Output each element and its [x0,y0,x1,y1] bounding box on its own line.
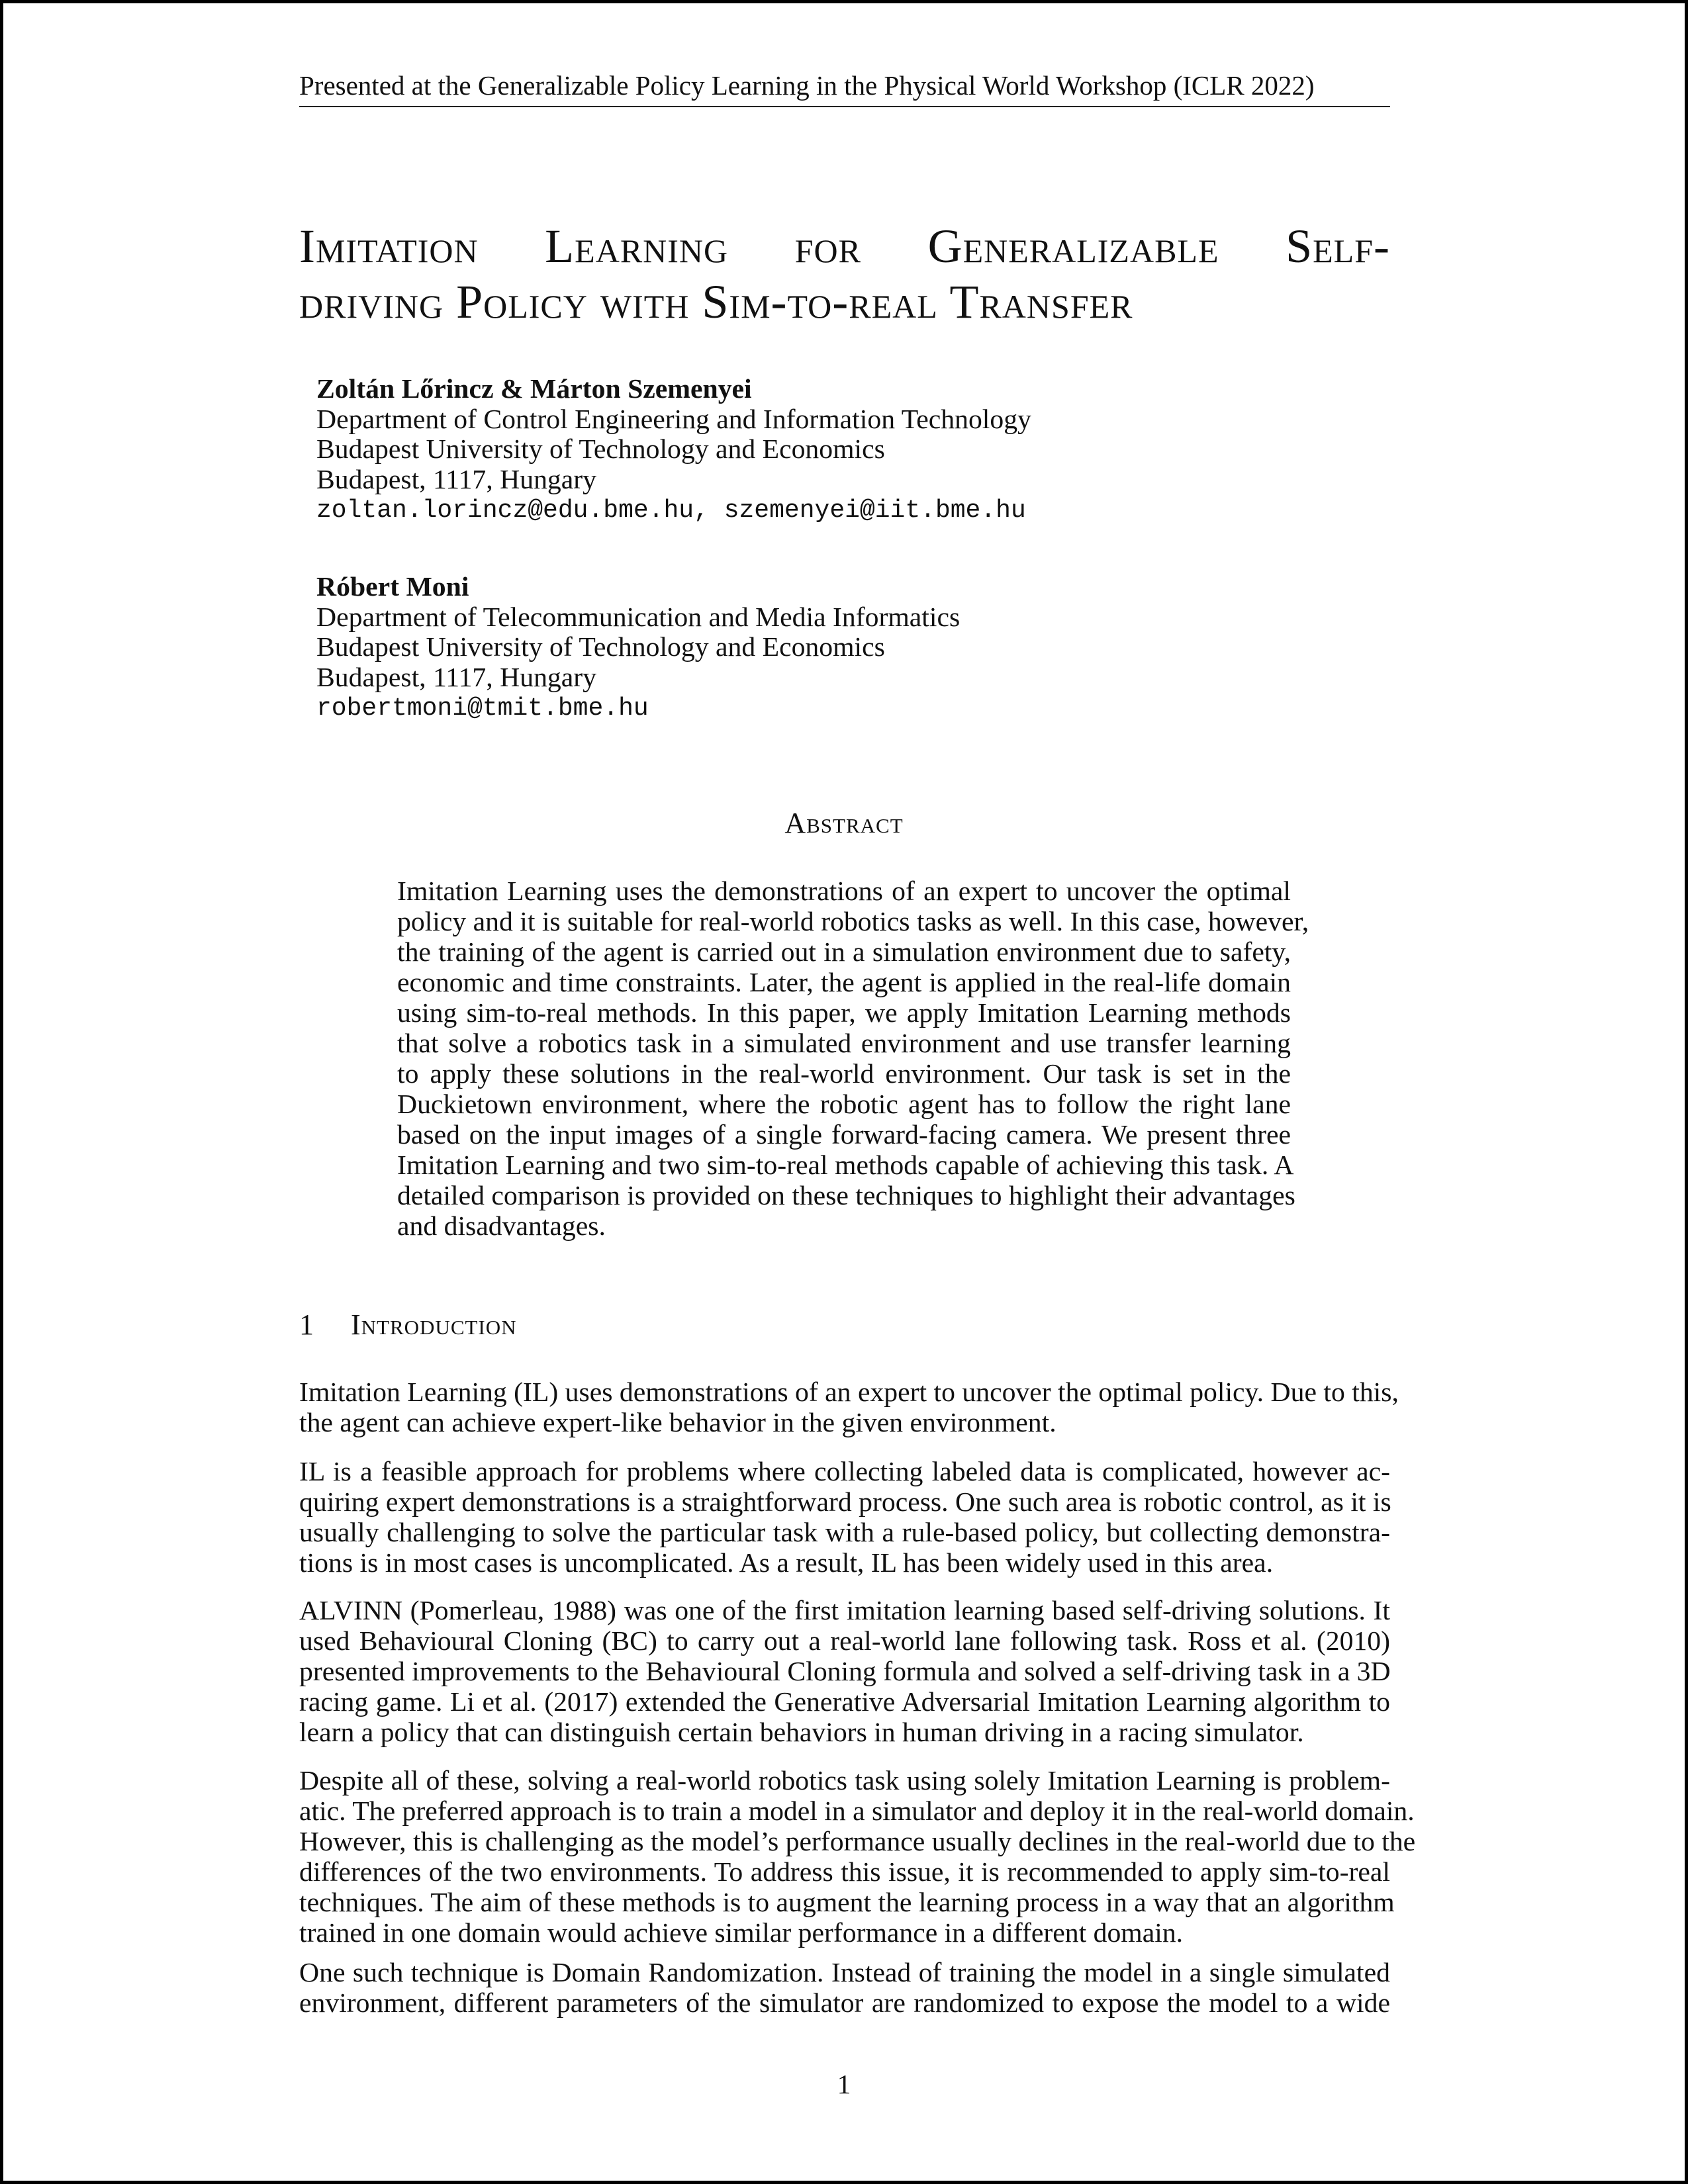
author-email: robertmoni@tmit.bme.hu [316,694,649,723]
abstract-text [397,876,1309,1242]
affiliation-line: Department of Control Engineering and Information Technology [316,404,1031,435]
text-line: the agent can achieve expert-like behavior in the given environment. [299,1408,1056,1438]
paragraph [299,1457,1390,1578]
paper-title [299,218,1390,330]
section-number: 1 [299,1308,314,1341]
text-line: racing game. Li et al. (2017) extended the Generative Adversarial Imitation Learning algorithm to [299,1687,1390,1717]
paragraph [299,1377,1399,1438]
affiliation-line: Department of Telecommunication and Media Informatics [316,602,961,633]
text-line: usually challenging to solve the particular task with a rule-based policy, but collecting demonstra- [299,1518,1390,1548]
text-line: policy and it is suitable for real-world robotics tasks as well. In this case, however, [397,907,1309,937]
text-line: tions is in most cases is uncomplicated. As a result, IL has been widely used in this area. [299,1548,1274,1578]
paragraph [299,1766,1416,1948]
text-line: environment, different parameters of the simulator are randomized to expose the model to a wide [299,1988,1390,2019]
text-line: detailed comparison is provided on these techniques to highlight their advantages [397,1181,1295,1211]
author-block [316,375,1031,526]
affiliation-line: Budapest University of Technology and Economics [316,632,885,663]
paragraph [299,1958,1390,2019]
text-line: Duckietown environment, where the robotic agent has to follow the right lane [397,1089,1291,1120]
text-line: to apply these solutions in the real-world environment. Our task is set in the [397,1059,1291,1089]
text-line: economic and time constraints. Later, the agent is applied in the real-life domain [397,968,1291,998]
text-line: One such technique is Domain Randomization. Instead of training the model in a single simulated [299,1958,1390,1988]
text-line: atic. The preferred approach is to train a model in a simulator and deploy it in the real-world domain. [299,1796,1415,1827]
header-rule [299,106,1390,107]
text-line: trained in one domain would achieve similar performance in a different domain. [299,1918,1184,1948]
abstract-heading: Abstract [784,807,904,839]
text-line: Despite all of these, solving a real-world robotics task using solely Imitation Learning is problem- [299,1766,1390,1796]
author-names: Zoltán Lőrincz & Márton Szemenyei [316,374,752,404]
running-header: Presented at the Generalizable Policy Learning in the Physical World Workshop (ICLR 2022) [299,70,1315,101]
title-line: driving Policy with Sim-to-real Transfer [299,275,1133,328]
text-line: that solve a robotics task in a simulated environment and use transfer learning [397,1028,1291,1059]
text-line: used Behavioural Cloning (BC) to carry out a real-world lane following task. Ross et al. (2010) [299,1626,1390,1657]
text-line: However, this is challenging as the model’s performance usually declines in the real-world due to the [299,1827,1416,1857]
text-line: quiring expert demonstrations is a straightforward process. One such area is robotic control, as it is [299,1487,1391,1518]
title-line: Imitation Learning for Generalizable Self- [299,220,1390,273]
page-number: 1 [837,2070,851,2100]
text-line: IL is a feasible approach for problems where collecting labeled data is complicated, however ac- [299,1457,1390,1487]
affiliation-line: Budapest, 1117, Hungary [316,465,596,496]
affiliation-line: Budapest, 1117, Hungary [316,662,596,694]
paragraph [299,1596,1390,1748]
text-line: the training of the agent is carried out in a simulation environment due to safety, [397,937,1291,968]
text-line: presented improvements to the Behavioural Cloning formula and solved a self-driving task in a 3D [299,1657,1391,1687]
text-line: learn a policy that can distinguish certain behaviors in human driving in a racing simulator. [299,1717,1304,1748]
text-line: Imitation Learning uses the demonstrations of an expert to uncover the optimal [397,876,1291,907]
text-line: differences of the two environments. To address this issue, it is recommended to apply sim-to-real [299,1857,1390,1888]
text-line: techniques. The aim of these methods is to augment the learning process in a way that an algorithm [299,1888,1395,1918]
author-names: Róbert Moni [316,572,469,602]
affiliation-line: Budapest University of Technology and Economics [316,434,885,465]
text-line: based on the input images of a single forward-facing camera. We present three [397,1120,1291,1150]
text-line: ALVINN (Pomerleau, 1988) was one of the first imitation learning based self-driving solutions. It [299,1596,1390,1626]
text-line: and disadvantages. [397,1211,606,1242]
section-title: Introduction [351,1308,517,1341]
section-heading [299,1308,517,1342]
text-line: Imitation Learning (IL) uses demonstrations of an expert to uncover the optimal policy. Due to this, [299,1377,1399,1408]
text-line: using sim-to-real methods. In this paper, we apply Imitation Learning methods [397,998,1291,1028]
text-line: Imitation Learning and two sim-to-real methods capable of achieving this task. A [397,1150,1294,1181]
author-email: zoltan.lorincz@edu.bme.hu, szemenyei@iit.bme.hu [316,496,1026,525]
author-block [316,572,960,724]
